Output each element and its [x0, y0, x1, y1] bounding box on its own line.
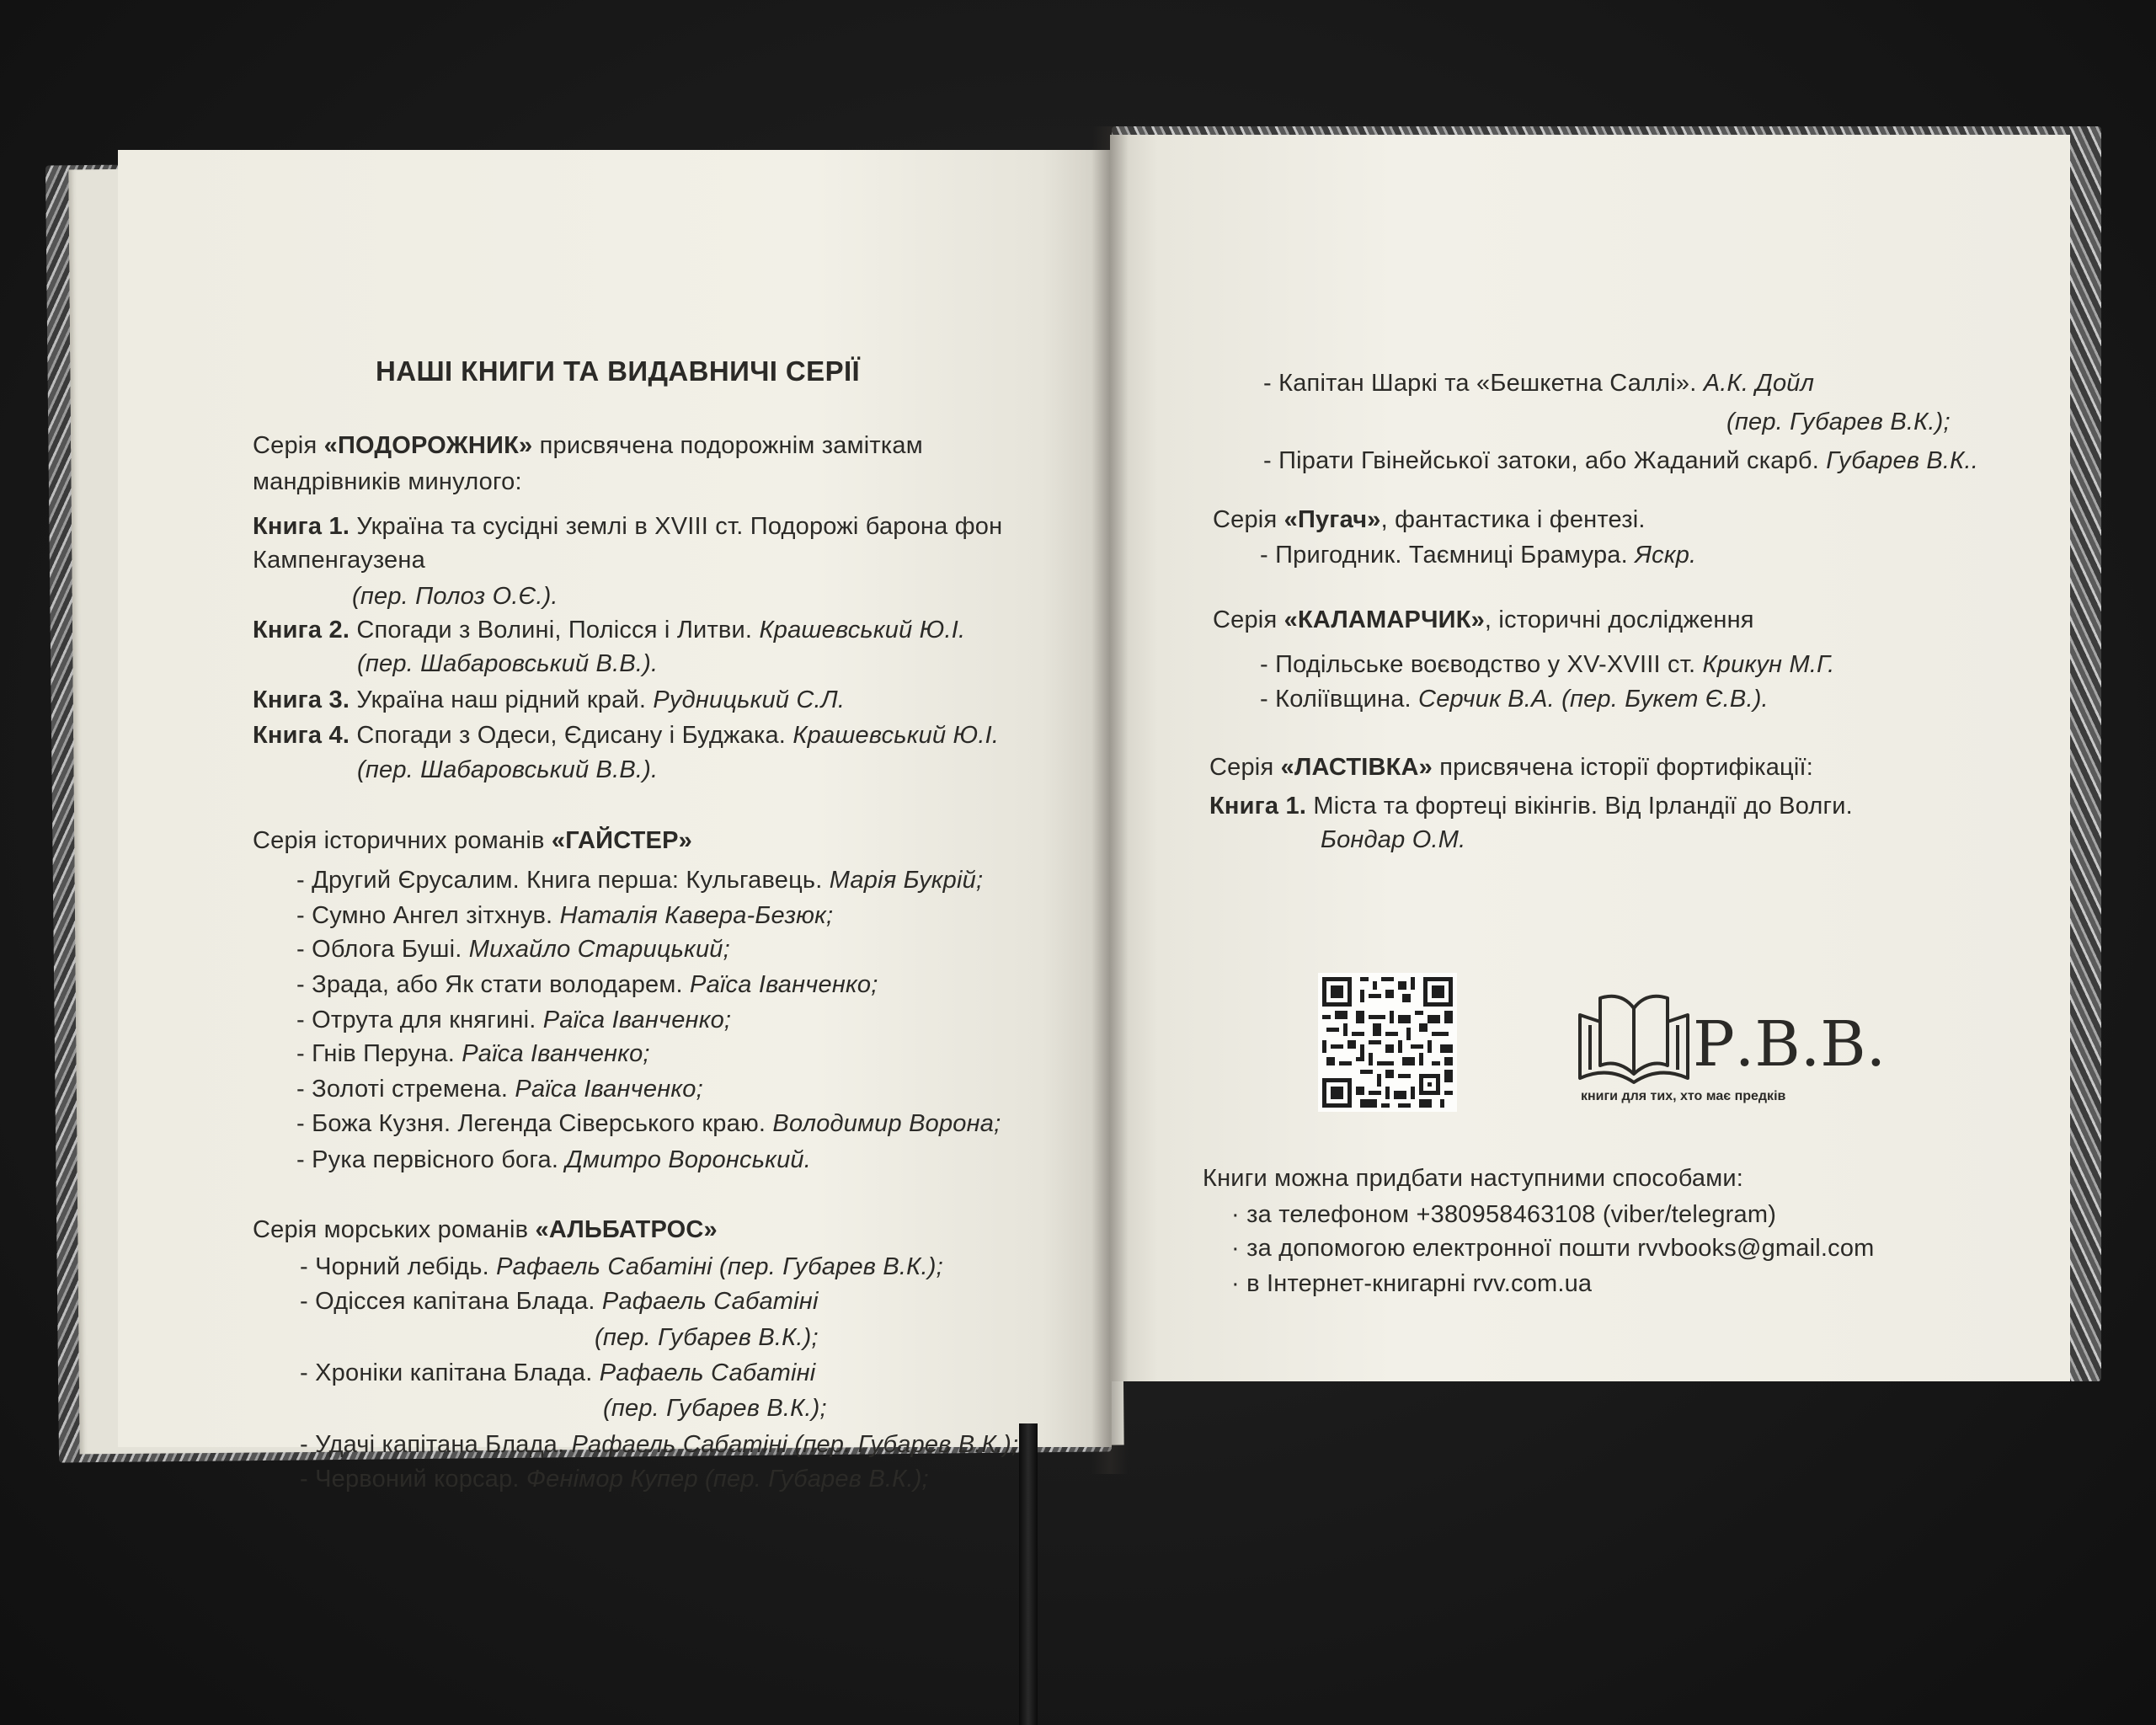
- series-lastivka-line: Серія «ЛАСТІВКА» присвячена історії фортифікації:: [1209, 754, 1814, 781]
- series-podorozhnyk-line: Серія «ПОДОРОЖНИК» присвячена подорожнім заміткам: [253, 432, 923, 459]
- series-name: «ПОДОРОЖНИК»: [323, 432, 533, 459]
- ribbon-bookmark: [1019, 1423, 1038, 1725]
- book-translator: (пер. Губарев В.К.);: [1726, 409, 1951, 435]
- book-entry: Книга 4. Спогади з Одеси, Єдисану і Буджака. Крашевський Ю.І.: [253, 722, 1000, 749]
- purchase-email: · за допомогою електронної пошти rvvbooks@gmail.com: [1231, 1235, 1875, 1262]
- list-item: - Червоний корсар. Фенімор Купер (пер. Губарев В.К.);: [300, 1466, 929, 1493]
- list-item: - Пригодник. Таємниці Брамура. Яскр.: [1260, 542, 1697, 569]
- list-item: - Облога Буші. Михайло Старицький;: [296, 936, 730, 963]
- book-entry: Книга 3. Україна наш рідний край. Рудницький С.Л.: [253, 686, 846, 713]
- list-item: - Одіссея капітана Блада. Рафаель Сабатіні: [300, 1288, 819, 1315]
- book-title-cont: Кампенгаузена: [253, 547, 425, 574]
- open-book-icon: [1580, 996, 1688, 1082]
- series-albatros-line: Серія морських романів «АЛЬБАТРОС»: [253, 1216, 718, 1243]
- list-item: - Сумно Ангел зітхнув. Наталія Кавера-Безюк;: [296, 902, 834, 929]
- list-item: - Золоті стремена. Раїса Іванченко;: [296, 1076, 703, 1103]
- list-item: - Хроніки капітана Блада. Рафаель Сабатіні: [300, 1359, 816, 1386]
- series-description: мандрівників минулого:: [253, 468, 522, 495]
- list-item: - Удачі капітана Блада. Рафаель Сабатіні (пер. Губарев В.К.);: [300, 1431, 1019, 1458]
- book-entry: Книга 1. Україна та сусідні землі в XVIII ст. Подорожі барона фон: [253, 513, 1003, 540]
- book-author: Бондар О.М.: [1321, 826, 1466, 853]
- book-translator: (пер. Губарев В.К.);: [603, 1395, 827, 1422]
- list-item: - Капітан Шаркі та «Бешкетна Саллі». А.К. Дойл: [1263, 370, 1815, 397]
- purchase-phone: · за телефоном +380958463108 (viber/telegram): [1231, 1201, 1777, 1228]
- series-kalamarchyk-line: Серія «КАЛАМАРЧИК», історичні дослідження: [1213, 606, 1754, 633]
- list-item: - Гнів Перуна. Раїса Іванченко;: [296, 1040, 650, 1067]
- list-item: - Рука первісного бога. Дмитро Воронський.: [296, 1146, 811, 1173]
- book-translator: (пер. Губарев В.К.);: [595, 1324, 819, 1351]
- book-spine: [1091, 126, 1129, 1474]
- list-item: - Другий Єрусалим. Книга перша: Кульгавець. Марія Букрій;: [296, 867, 984, 894]
- logo-initials: Р.В.В.: [1693, 1008, 1886, 1081]
- book-translator: (пер. Шабаровський В.В.).: [357, 756, 659, 783]
- book-entry: Книга 2. Спогади з Волині, Полісся і Литви. Крашевський Ю.І.: [253, 617, 966, 644]
- page-title: НАШІ КНИГИ ТА ВИДАВНИЧІ СЕРІЇ: [376, 355, 861, 387]
- list-item: - Зрада, або Як стати володарем. Раїса Іванченко;: [296, 971, 878, 998]
- purchase-intro: Книги можна придбати наступними способами:: [1203, 1165, 1744, 1192]
- list-item: - Пірати Гвінейської затоки, або Жаданий скарб. Губарев В.К..: [1263, 447, 1978, 474]
- list-item: - Отрута для княгині. Раїса Іванченко;: [296, 1007, 732, 1033]
- list-item: - Чорний лебідь. Рафаель Сабатіні (пер. Губарев В.К.);: [300, 1253, 943, 1280]
- list-item: - Коліївщина. Серчик В.А. (пер. Букет Є.В.).: [1260, 686, 1769, 713]
- purchase-website: · в Інтернет-книгарні rvv.com.ua: [1231, 1270, 1593, 1297]
- series-pugach-line: Серія «Пугач», фантастика і фентезі.: [1213, 506, 1646, 533]
- series-gaister-line: Серія історичних романів «ГАЙСТЕР»: [253, 827, 692, 854]
- book-translator: (пер. Шабаровський В.В.).: [357, 650, 659, 677]
- book-translator: (пер. Полоз О.Є.).: [352, 583, 558, 610]
- publisher-logo: [1575, 981, 1886, 1099]
- qr-code-icon[interactable]: [1318, 973, 1457, 1112]
- list-item: - Божа Кузня. Легенда Сіверського краю. Володимир Ворона;: [296, 1110, 1001, 1137]
- logo-tagline: книги для тих, хто має предків: [1581, 1089, 1786, 1103]
- list-item: - Подільське воєводство у XV-XVIII ст. Крикун М.Г.: [1260, 651, 1835, 678]
- book-entry: Книга 1. Міста та фортеці вікінгів. Від Ірландії до Волги.: [1209, 793, 1853, 820]
